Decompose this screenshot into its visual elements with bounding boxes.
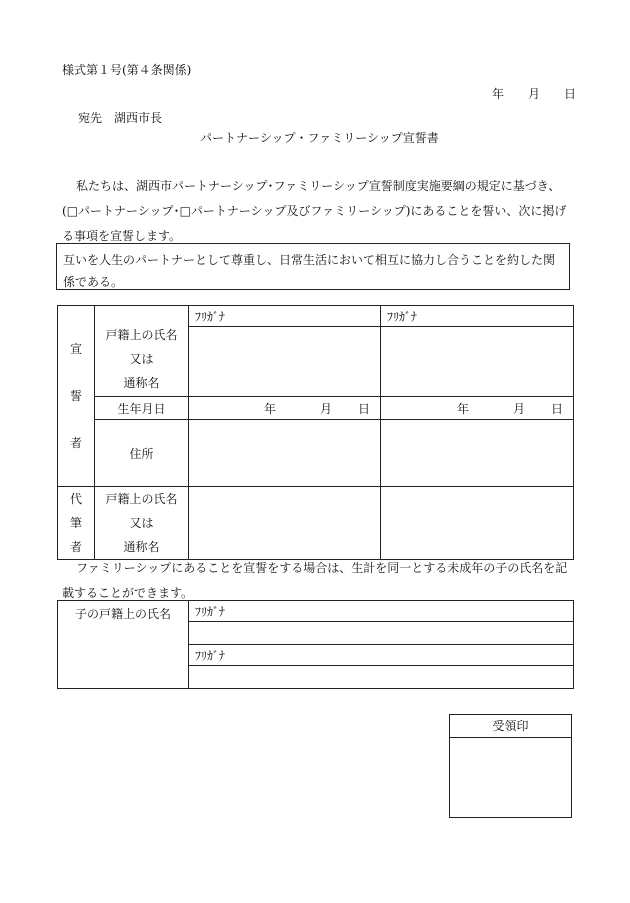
- intro-text-2: )にあることを誓い、次に掲げる事項を宣誓します。: [62, 204, 567, 243]
- date-year-label: 年: [492, 87, 505, 101]
- checkbox-partnership[interactable]: □: [66, 204, 79, 218]
- submission-date: [492, 85, 576, 102]
- furigana-field-1[interactable]: ﾌﾘｶﾞﾅ: [189, 306, 381, 327]
- intro-text-1: 私たちは、湖西市パートナーシップ･ファミリーシップ宣誓制度実施要綱の規定に基づき、(: [62, 179, 561, 218]
- receipt-stamp-label: 受領印: [450, 715, 571, 738]
- address-label: 住所: [95, 420, 189, 487]
- name-field-2[interactable]: [381, 327, 574, 397]
- address-field-1[interactable]: [189, 420, 381, 487]
- child-name-label: 子の戸籍上の氏名: [58, 601, 189, 689]
- addressee: 宛先 湖西市長: [78, 111, 163, 125]
- name-field-1[interactable]: [189, 327, 381, 397]
- child-furigana-field-1[interactable]: ﾌﾘｶﾞﾅ: [189, 601, 574, 622]
- proxy-name-field-1[interactable]: [189, 487, 381, 560]
- option-partnership-label: パートナーシップ･: [78, 204, 180, 218]
- name-label: 戸籍上の氏名 又は 通称名: [95, 306, 189, 397]
- birth-date-field-2[interactable]: 年 月 日: [381, 397, 574, 420]
- child-name-field-1[interactable]: [189, 622, 574, 645]
- address-field-2[interactable]: [381, 420, 574, 487]
- form-number: 様式第１号(第４条関係): [62, 63, 192, 77]
- intro-paragraph: [62, 174, 572, 249]
- child-note: ファミリーシップにあることを宣誓をする場合は、生計を同一とする未成年の子の氏名を記載することができます。: [62, 561, 568, 600]
- document-title: パートナーシップ・ファミリーシップ宣誓書: [200, 131, 439, 145]
- declaration-box: 互いを人生のパートナーとして尊重し、日常生活において相互に協力し合うことを約した関係である。: [56, 243, 570, 290]
- proxy-section-label: 代 筆 者: [58, 487, 95, 560]
- date-month-label: 月: [528, 87, 541, 101]
- declarant-table: [57, 305, 574, 560]
- proxy-name-label: 戸籍上の氏名 又は 通称名: [95, 487, 189, 560]
- declarant-section-label: 宣 誓 者: [58, 306, 95, 487]
- checkbox-partnership-familyship[interactable]: □: [179, 204, 191, 218]
- furigana-field-2[interactable]: ﾌﾘｶﾞﾅ: [381, 306, 574, 327]
- proxy-name-field-2[interactable]: [381, 487, 574, 560]
- child-furigana-field-2[interactable]: ﾌﾘｶﾞﾅ: [189, 645, 574, 666]
- receipt-stamp-box: [449, 714, 572, 818]
- child-name-field-2[interactable]: [189, 666, 574, 689]
- child-table: [57, 600, 574, 689]
- option-partnership-familyship-label: パートナーシップ及びファミリーシップ: [190, 204, 406, 218]
- birth-date-label: 生年月日: [95, 397, 189, 420]
- birth-date-field-1[interactable]: 年 月 日: [189, 397, 381, 420]
- date-day-label: 日: [564, 87, 577, 101]
